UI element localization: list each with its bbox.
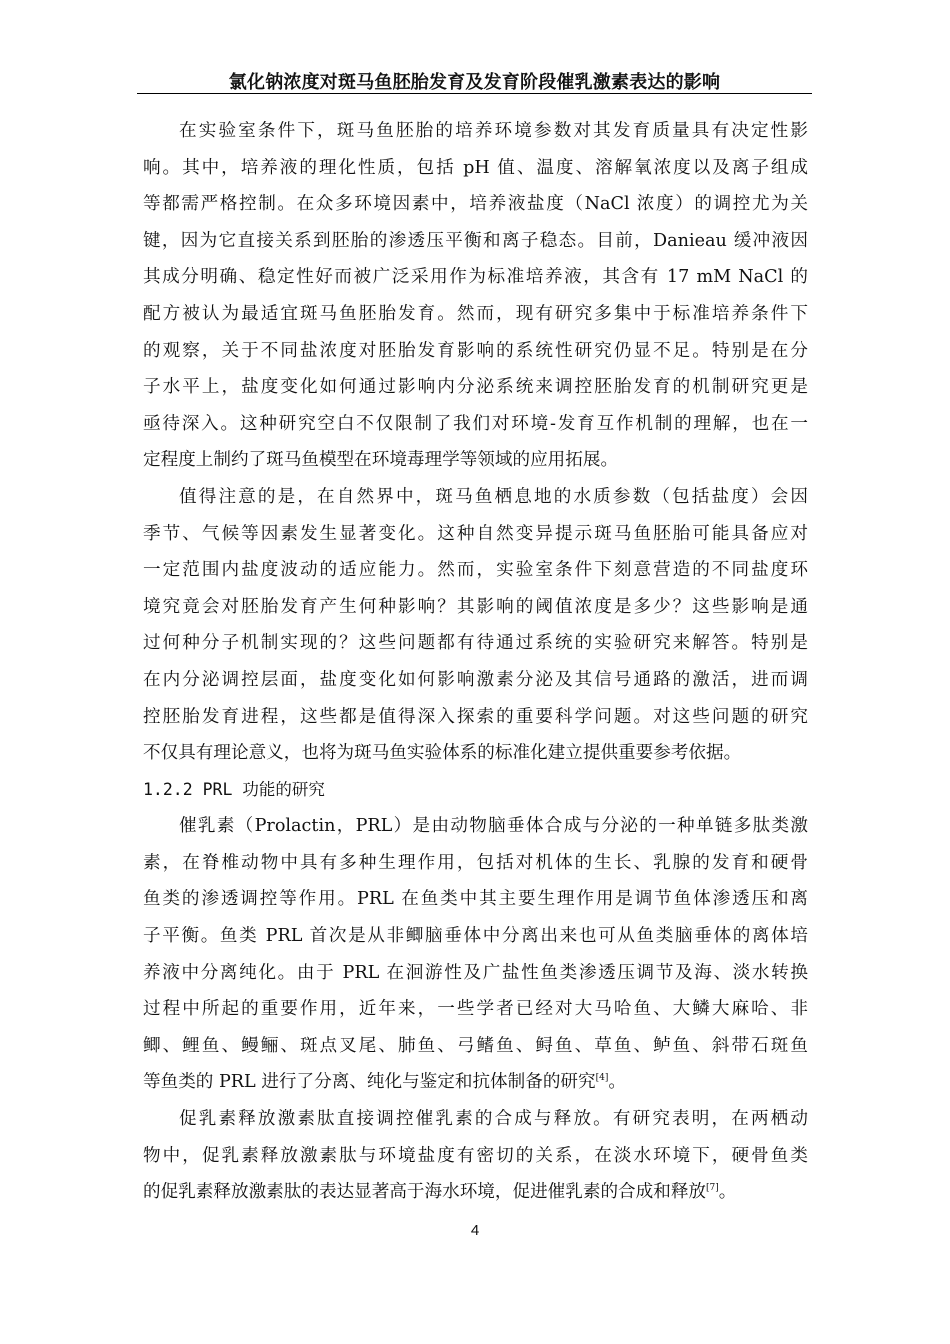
citation-reference: [7] [706,1183,719,1194]
paragraph-line: 子水平上，盐度变化如何通过影响内分泌系统来调控胚胎发育的机制研究更是 [143,377,808,398]
paragraph-line: 过程中所起的重要作用，近年来，一些学者已经对大马哈鱼、大鳞大麻哈、非 [143,999,808,1020]
paragraph-line: 定程度上制约了斑马鱼模型在环境毒理学等领域的应用拓展。 [143,450,619,471]
paragraph-line: 不仅具有理论意义，也将为斑马鱼实验体系的标准化建立提供重要参考依据。 [143,743,742,764]
paragraph [143,113,808,479]
paragraph-line [143,1174,808,1211]
paragraph [143,808,808,1101]
page-number: 4 [470,1222,480,1239]
paragraph-line: 一定范围内盐度波动的适应能力。然而，实验室条件下刻意营造的不同盐度环 [143,560,808,581]
paragraph-line: 子平衡。鱼类 PRL 首次是从非鲫脑垂体中分离出来也可从鱼类脑垂体的离体培 [143,926,808,947]
paragraph-line: 值得注意的是，在自然界中，斑马鱼栖息地的水质参数（包括盐度）会因 [179,486,808,507]
paragraph-line: 在实验室条件下，斑马鱼胚胎的培养环境参数对其发育质量具有决定性影 [179,121,808,141]
paragraph-line: 过何种分子机制实现的？这些问题都有待通过系统的实验研究来解答。特别是 [143,633,808,654]
line-text: 。 [608,1072,626,1093]
paragraph [143,1101,808,1211]
paragraph-line: 鲫、鲤鱼、鳗鲡、斑点叉尾、肺鱼、弓鳍鱼、鲟鱼、草鱼、鲈鱼、斜带石斑鱼 [143,1035,808,1056]
line-text: 的促乳素释放激素肽的表达显著高于海水环境，促进催乳素的合成和释放 [143,1182,707,1203]
paragraph-line: 控胚胎发育进程，这些都是值得深入探索的重要科学问题。对这些问题的研究 [143,706,808,727]
paragraph-line: 的观察，关于不同盐浓度对胚胎发育影响的系统性研究仍显不足。特别是在分 [143,340,808,361]
header-divider [137,93,812,94]
paragraph-line: 其成分明确、稳定性好而被广泛采用作为标准培养液，其含有 17 mM NaCl 的 [143,267,808,288]
paragraph [143,479,808,772]
paragraph-line: 素，在脊椎动物中具有多种生理作用，包括对机体的生长、乳腺的发育和硬骨 [143,852,808,873]
paragraph-line: 催乳素（Prolactin，PRL）是由动物脑垂体合成与分泌的一种单链多肽类激 [179,816,808,837]
paragraph-line: 配方被认为最适宜斑马鱼胚胎发育。然而，现有研究多集中于标准培养条件下 [143,303,808,324]
section-heading: 1.2.2 PRL 功能的研究 [143,779,325,799]
paragraph-line: 等都需严格控制。在众多环境因素中，培养液盐度（NaCl 浓度）的调控尤为关 [143,194,808,215]
paragraph-line: 物中，促乳素释放激素肽与环境盐度有密切的关系，在淡水环境下，硬骨鱼类 [143,1145,808,1166]
paragraph-line: 境究竟会对胚胎发育产生何种影响？其影响的阈值浓度是多少？这些影响是通 [143,596,808,617]
paragraph-line: 键，因为它直接关系到胚胎的渗透压平衡和离子稳态。目前，Danieau 缓冲液因 [143,230,808,251]
paragraph-line [143,1064,808,1101]
running-header-title: 氯化钠浓度对斑马鱼胚胎发育及发育阶段催乳激素表达的影响 [228,72,721,93]
paragraph-line: 响。其中，培养液的理化性质，包括 pH 值、温度、溶解氧浓度以及离子组成 [143,157,808,178]
paragraph-line: 在内分泌调控层面，盐度变化如何影响激素分泌及其信号通路的激活，进而调 [143,669,808,690]
line-text: 等鱼类的 PRL 进行了分离、纯化与鉴定和抗体制备的研究 [143,1072,596,1093]
paragraph-line: 促乳素释放激素肽直接调控催乳素的合成与释放。有研究表明，在两栖动 [179,1109,808,1130]
paragraph-line: 养液中分离纯化。由于 PRL 在洄游性及广盐性鱼类渗透压调节及海、淡水转换 [143,962,808,983]
line-text: 。 [718,1182,737,1203]
document-body [143,113,808,1211]
paragraph-line: 季节、气候等因素发生显著变化。这种自然变异提示斑马鱼胚胎可能具备应对 [143,523,808,544]
paragraph-line: 亟待深入。这种研究空白不仅限制了我们对环境-发育互作机制的理解，也在一 [143,413,808,434]
citation-reference: [4] [595,1073,609,1084]
paragraph-line: 鱼类的渗透调控等作用。PRL 在鱼类中其主要生理作用是调节鱼体渗透压和离 [143,889,808,910]
